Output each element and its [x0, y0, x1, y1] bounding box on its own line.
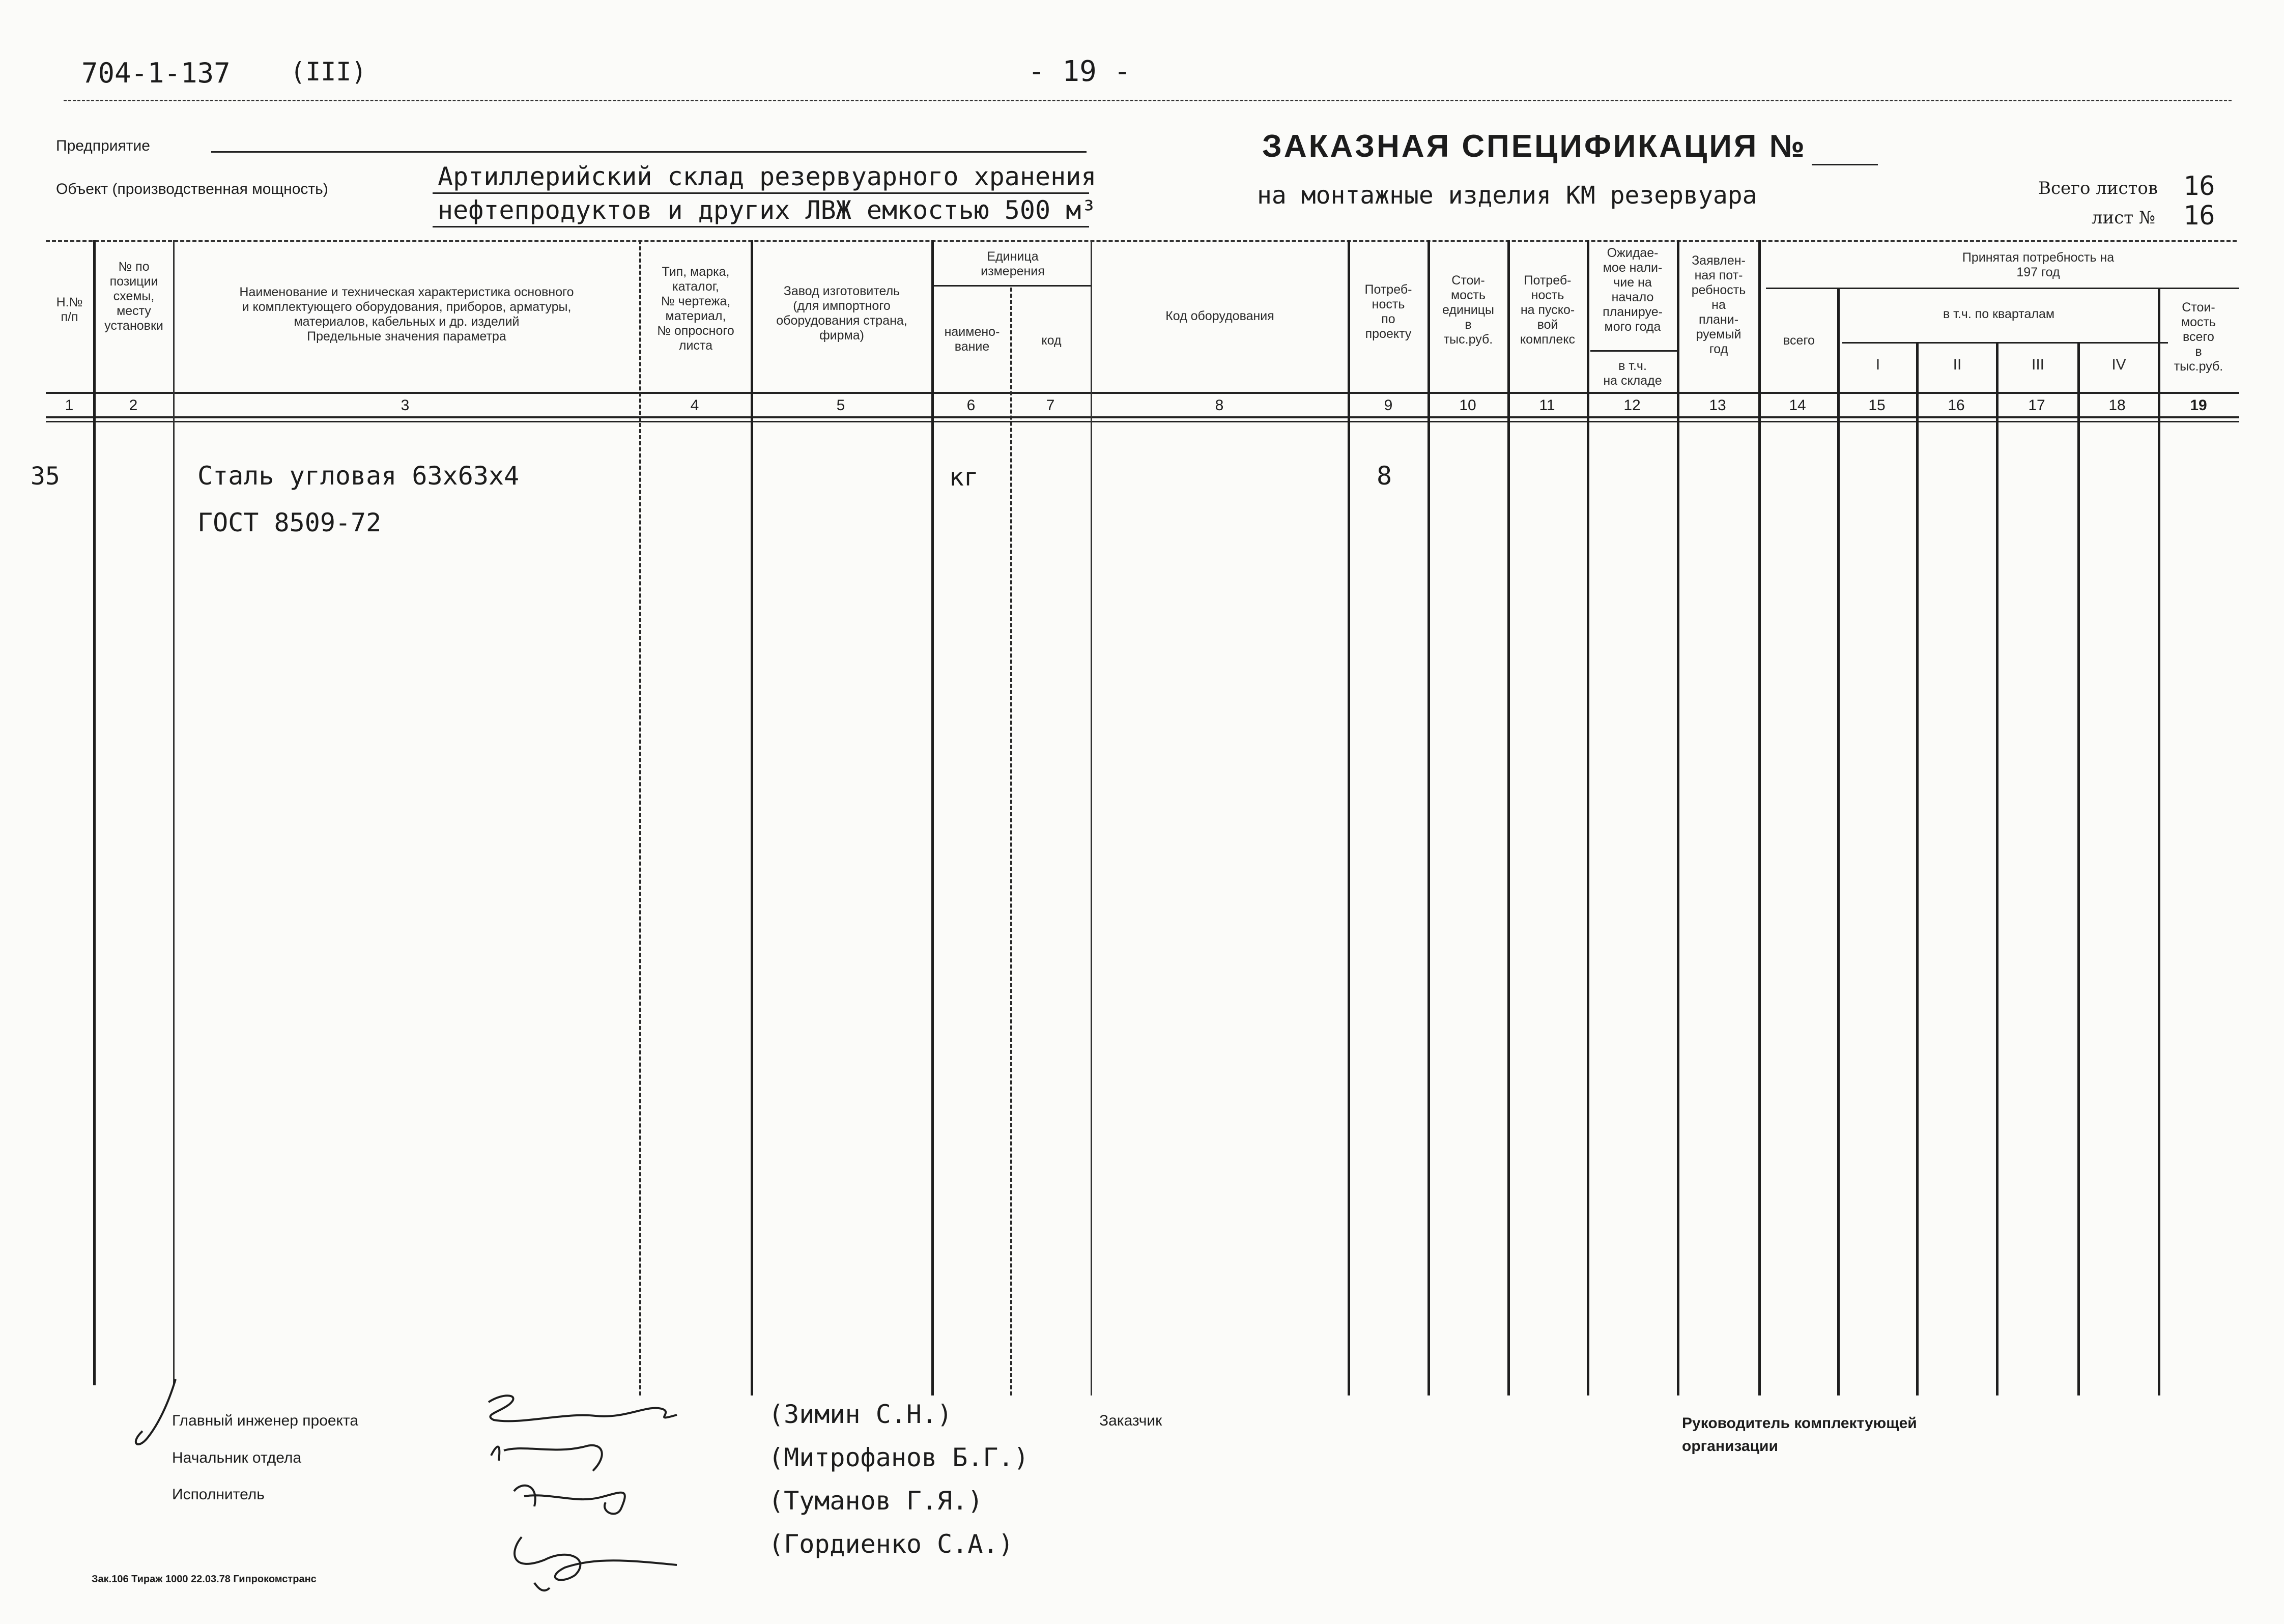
- header-quarter-3: III: [2031, 356, 2044, 373]
- col-number: 1: [65, 397, 74, 414]
- role-department-head: Начальник отдела: [172, 1449, 302, 1466]
- col-line-16: [1996, 342, 1998, 1395]
- col-number: 6: [966, 397, 976, 414]
- object-underline-1: [433, 192, 1089, 194]
- header-bottom-rule: [46, 392, 2239, 394]
- sheet-label: лист №: [2092, 208, 2156, 228]
- name-mitrofanov: (Митрофанов Б.Г.): [768, 1443, 1029, 1472]
- header-col-8: Код оборудования: [1165, 309, 1274, 323]
- col-number: 17: [2028, 397, 2045, 414]
- header-quarter-4: IV: [2111, 356, 2126, 373]
- col-number: 10: [1459, 397, 1476, 414]
- col-number: 4: [690, 397, 699, 414]
- col-number: 3: [401, 397, 410, 414]
- header-col-12: Ожидае- мое нали- чие на начало планируе- мого года: [1603, 246, 1663, 334]
- page-number: - 19 -: [1028, 55, 1131, 88]
- header-col-1: Н.№ п/п: [56, 295, 83, 324]
- col-line-11: [1587, 240, 1589, 1395]
- row-quantity: 8: [1377, 461, 1392, 491]
- col-number: 15: [1868, 397, 1886, 414]
- object-line-2: нефтепродуктов и других ЛВЖ емкостью 500 м³: [438, 195, 1097, 225]
- header-col-5: Завод изготовитель (для импортного оборудования страна, фирма): [776, 284, 907, 343]
- col-line-6: [1010, 288, 1012, 1395]
- object-underline-2: [433, 226, 1089, 227]
- col-number: 12: [1623, 397, 1641, 414]
- handwritten-signatures: [473, 1384, 758, 1593]
- col-line-17: [2077, 342, 2080, 1395]
- col-line-9: [1428, 240, 1430, 1395]
- header-quarter-1: I: [1875, 356, 1880, 373]
- document-subtitle: на монтажные изделия КМ резервуара: [1257, 181, 1757, 210]
- col-line-3: [639, 240, 641, 1395]
- sheet-value: 16: [2183, 201, 2215, 231]
- name-gordienko: (Гордиенко С.А.): [768, 1529, 1014, 1559]
- header-col-6: наимено- вание: [944, 325, 1000, 354]
- col-line-7: [1091, 240, 1092, 1395]
- name-tumanov: (Туманов Г.Я.): [768, 1486, 983, 1516]
- col-number: 16: [1948, 397, 1965, 414]
- supplier-label-1: Руководитель комплектующей: [1682, 1415, 1917, 1432]
- col-line-12: [1677, 240, 1679, 1395]
- section-number: (III): [290, 57, 367, 87]
- print-stamp: Зак.106 Тираж 1000 22.03.78 Гипрокомстранс: [92, 1574, 317, 1585]
- signature-flourish: [127, 1374, 188, 1450]
- col-line-14: [1837, 288, 1840, 1395]
- col-number: 8: [1215, 397, 1224, 414]
- unit-group-rule: [934, 285, 1092, 287]
- col-line-4: [751, 240, 753, 1395]
- header-col-13: Заявлен- ная пот- ребность на плани- руемый год: [1691, 253, 1746, 356]
- header-col-14: всего: [1783, 333, 1815, 348]
- col-line-18: [2158, 288, 2160, 1395]
- col-line-1: [93, 240, 96, 1385]
- col-line-5: [931, 240, 934, 1395]
- quarters-group-rule: [1842, 342, 2168, 344]
- header-col-11: Потреб- ность на пуско- вой комплекс: [1520, 273, 1576, 347]
- numbers-double-rule: [46, 421, 2239, 422]
- header-col-3: Наименование и техническая характеристика основного и комплектующего оборудования, приборов, арматуры, материалов, кабельных и др. изделий Предельные значения параметра: [239, 285, 574, 344]
- header-col-19: Стои- мость всего в тыс.руб.: [2174, 300, 2223, 374]
- name-zimin: (Зимин С.Н.): [768, 1400, 953, 1429]
- row-position: 35: [31, 462, 60, 491]
- role-chief-engineer: Главный инженер проекта: [172, 1412, 359, 1429]
- header-demand-group: Принятая потребность на 197 год: [1962, 250, 2115, 279]
- header-quarter-2: II: [1953, 356, 1962, 373]
- header-col-7: код: [1041, 333, 1062, 348]
- title-number-line: [1812, 164, 1878, 165]
- col-number: 5: [836, 397, 845, 414]
- col-number: 18: [2108, 397, 2126, 414]
- col-number: 13: [1709, 397, 1726, 414]
- col-number: 7: [1046, 397, 1055, 414]
- enterprise-label: Предприятие: [56, 137, 150, 154]
- role-executor: Исполнитель: [172, 1486, 265, 1503]
- supplier-label-2: организации: [1682, 1438, 1778, 1455]
- col-number: 19: [2190, 397, 2207, 414]
- total-sheets-label: Всего листов: [2038, 178, 2158, 198]
- col-line-15: [1916, 342, 1919, 1395]
- document-title: ЗАКАЗНАЯ СПЕЦИФИКАЦИЯ №: [1262, 129, 1807, 164]
- table-top-rule: [46, 240, 2237, 242]
- col-line-2: [173, 240, 175, 1385]
- header-col-12-stock: в т.ч. на складе: [1603, 359, 1662, 388]
- col-number: 11: [1539, 397, 1555, 414]
- object-label: Объект (производственная мощность): [56, 181, 328, 197]
- header-col-2: № по позиции схемы, месту установки: [104, 260, 163, 333]
- total-sheets-value: 16: [2183, 171, 2215, 202]
- numbers-bottom-rule: [46, 416, 2239, 418]
- row-item-standard: ГОСТ 8509-72: [197, 508, 382, 537]
- col-line-10: [1507, 240, 1510, 1395]
- col-number: 2: [129, 397, 138, 414]
- enterprise-line: [211, 151, 1087, 153]
- row-unit: кг: [949, 463, 979, 492]
- row-item-name: Сталь угловая 63х63х4: [197, 461, 520, 491]
- col-line-13: [1758, 240, 1761, 1395]
- project-code: 704-1-137: [81, 57, 231, 89]
- col-line-8: [1348, 240, 1350, 1395]
- top-divider: [64, 100, 2232, 101]
- header-col-10: Стои- мость единицы в тыс.руб.: [1442, 273, 1494, 347]
- header-quarters-group: в т.ч. по кварталам: [1943, 307, 2055, 321]
- object-line-1: Артиллерийский склад резервуарного хранения: [438, 162, 1097, 191]
- header-unit-group: Единица измерения: [981, 249, 1045, 278]
- customer-label: Заказчик: [1099, 1412, 1162, 1429]
- col-number: 9: [1384, 397, 1393, 414]
- header-col-9: Потреб- ность по проекту: [1364, 282, 1412, 341]
- header-col-4: Тип, марка, каталог, № чертежа, материал, № опросного листа: [657, 265, 734, 353]
- col-number: 14: [1789, 397, 1806, 414]
- stock-subrule: [1590, 350, 1677, 352]
